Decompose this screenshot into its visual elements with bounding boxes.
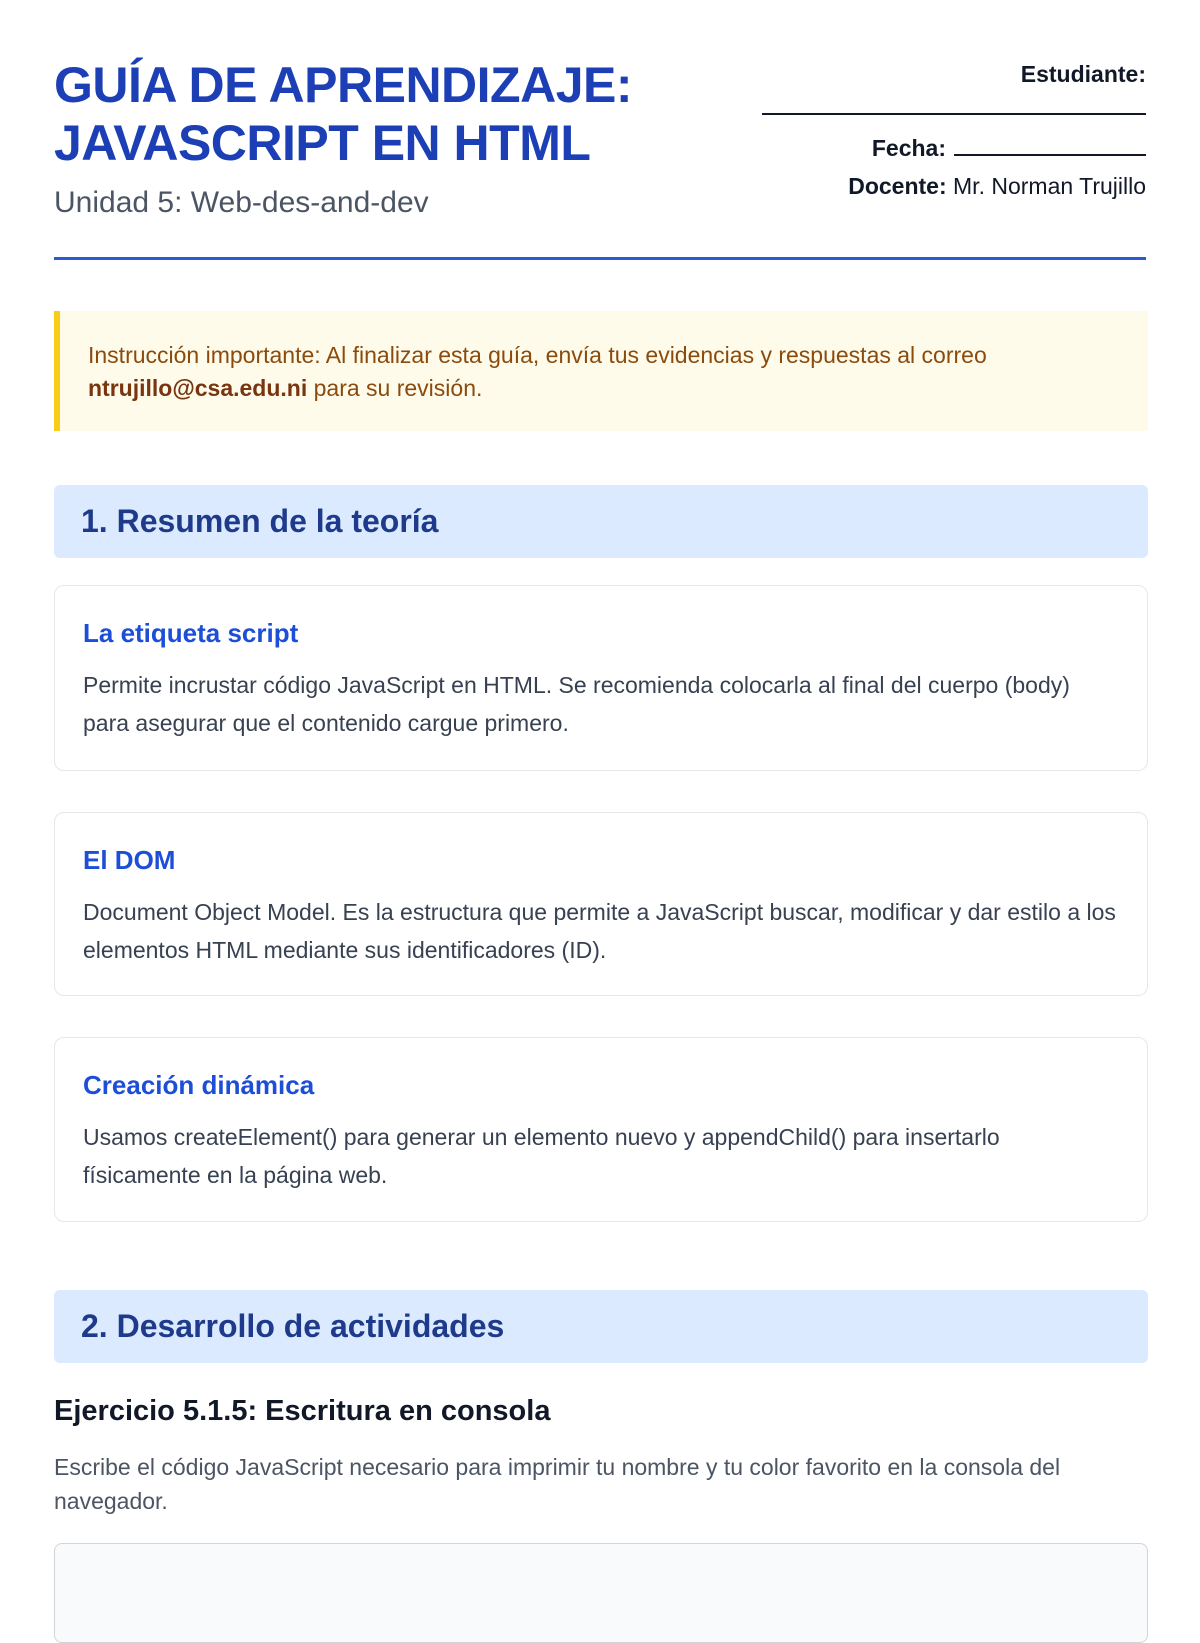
student-info [762,55,1146,205]
card-title: El DOM [83,845,176,875]
page-title [54,56,632,172]
student-name-blank[interactable] [762,113,1146,115]
theory-card-script [54,585,1148,771]
title-line-2: JAVASCRIPT EN HTML [54,115,591,171]
card-title: La etiqueta script [83,618,299,648]
exercise-answer-box[interactable] [54,1543,1148,1643]
card-text: Permite incrustar código JavaScript en HTML. Se recomienda colocarla al final del cuerpo (body) para asegurar que el contenido cargue primero. [83,672,1070,736]
card-title: Creación dinámica [83,1070,315,1100]
card-text: Usamos createElement() para generar un elemento nuevo y appendChild() para insertarlo físicamente en la página web. [83,1124,1000,1188]
title-line-1: GUÍA DE APRENDIZAJE: [54,57,633,113]
theory-card-dom [54,812,1148,996]
date-label: Fecha: [871,135,946,161]
teacher-name: Mr. Norman Trujillo [953,173,1146,199]
header [54,0,1146,260]
section-activities-header: 2. Desarrollo de actividades [54,1290,1148,1363]
notice-text-end: para su revisión. [313,375,483,401]
unit-subtitle: Unidad 5: Web-des-and-dev [54,186,429,219]
important-notice [54,311,1148,431]
notice-email[interactable]: ntrujillo@csa.edu.ni [88,375,308,401]
section-theory-header: 1. Resumen de la teoría [54,485,1148,558]
card-text: Document Object Model. Es la estructura que permite a JavaScript buscar, modificar y dar estilo a los elementos HTML mediante sus identificadores (ID). [83,899,1116,963]
exercise-title: Ejercicio 5.1.5: Escritura en consola [54,1395,551,1427]
theory-card-dynamic [54,1037,1148,1222]
student-label: Estudiante: [1020,61,1146,87]
exercise-description: Escribe el código JavaScript necesario para imprimir tu nombre y tu color favorito en la consola del navegador. [54,1454,1061,1514]
notice-text: Instrucción importante: Al finalizar esta guía, envía tus evidencias y respuestas al correo [88,342,987,368]
teacher-label: Docente: [848,173,947,199]
date-blank[interactable] [954,136,1146,156]
